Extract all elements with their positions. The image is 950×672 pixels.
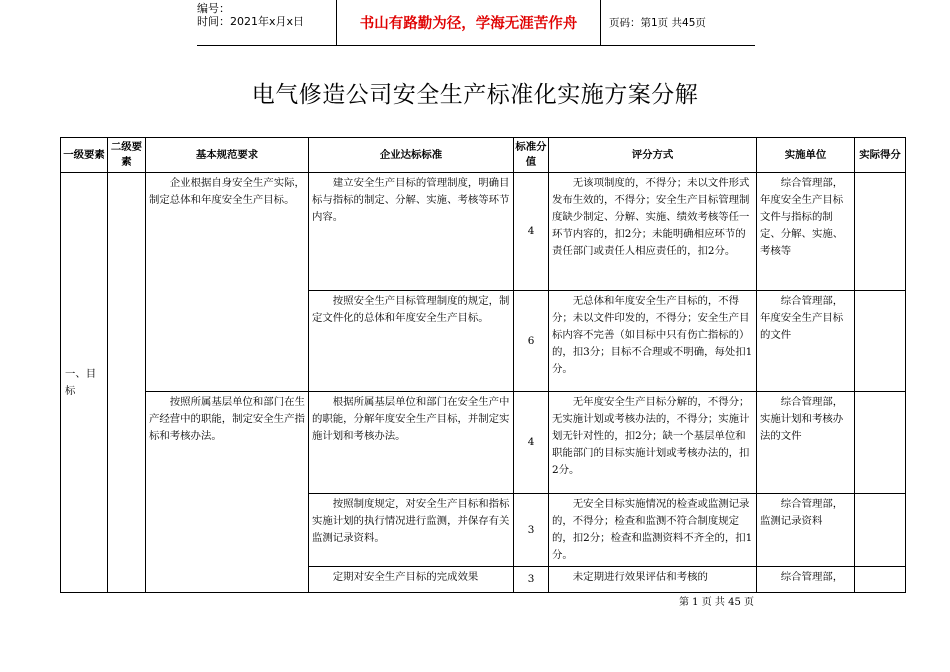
table-header-row: [61, 138, 906, 173]
table-row: [61, 173, 906, 291]
time-label: 时间：2021年x月x日: [197, 15, 305, 28]
standard-cell: 建立安全生产目标的管理制度，明确目标与指标的制定、分解、实施、考核等环节内容。: [309, 173, 514, 291]
score-cell: 3: [514, 494, 549, 567]
method-cell: 无该项制度的，不得分；未以文件形式发布生效的，不得分；安全生产目标管理制度缺少制定、分解、实施、绩效考核等任一环节内容的，扣2分；未能明确相应环节的责任部门或责任人相应责任的，扣2分。: [549, 173, 757, 291]
col-header-level1: 一级要素: [61, 138, 108, 173]
document-header: [197, 0, 755, 46]
number-label: 编号：: [197, 2, 230, 15]
actual-score-cell: [855, 173, 906, 291]
col-header-actual: 实际得分: [855, 138, 906, 173]
standard-cell: 定期对安全生产目标的完成效果: [309, 567, 514, 593]
method-cell: 无总体和年度安全生产目标的，不得分；未以文件印发的，不得分；安全生产目标内容不完善（如目标中只有伤亡指标的）的，扣3分；目标不合理或不明确，每处扣1分。: [549, 291, 757, 392]
page-title: 电气修造公司安全生产标准化实施方案分解: [251, 82, 699, 108]
actual-score-cell: [855, 291, 906, 392]
requirement-cell: 按照所属基层单位和部门在生产经营中的职能，制定安全生产指标和考核办法。: [146, 392, 309, 593]
col-header-score: 标准分值: [514, 138, 549, 173]
col-header-level2: 二级要素: [108, 138, 146, 173]
unit-cell: 综合管理部，实施计划和考核办法的文件: [757, 392, 855, 494]
unit-cell: 综合管理部，年度安全生产目标文件与指标的制定、分解、实施、考核等: [757, 173, 855, 291]
method-cell: 无年度安全生产目标分解的，不得分；无实施计划或考核办法的，不得分；实施计划无针对性的，扣2分；缺一个基层单位和职能部门的目标实施计划或考核办法的，扣2分。: [549, 392, 757, 494]
actual-score-cell: [855, 494, 906, 567]
standard-cell: 根据所属基层单位和部门在安全生产中的职能，分解年度安全生产目标，并制定实施计划和考核办法。: [309, 392, 514, 494]
motto: 书山有路勤为径，学海无涯苦作舟: [337, 0, 601, 46]
requirement-cell: 企业根据自身安全生产实际，制定总体和年度安全生产目标。: [146, 173, 309, 392]
header-meta: [197, 0, 337, 46]
table-row: [61, 392, 906, 494]
unit-cell: 综合管理部，监测记录资料: [757, 494, 855, 567]
actual-score-cell: [855, 392, 906, 494]
page-info: 页码：第1页 共45页: [601, 0, 755, 46]
method-cell: 无安全目标实施情况的检查或监测记录的，不得分；检查和监测不符合制度规定的，扣2分；检查和监测资料不齐全的，扣1分。: [549, 494, 757, 567]
score-cell: 4: [514, 173, 549, 291]
col-header-method: 评分方式: [549, 138, 757, 173]
unit-cell: 综合管理部，: [757, 567, 855, 593]
col-header-standard: 企业达标标准: [309, 138, 514, 173]
page-footer: 第 1 页 共 45 页: [679, 597, 754, 608]
actual-score-cell: [855, 567, 906, 593]
level2-cell: [108, 173, 146, 593]
score-cell: 4: [514, 392, 549, 494]
score-cell: 6: [514, 291, 549, 392]
level1-cell: 一、目标: [61, 173, 108, 593]
col-header-requirement: 基本规范要求: [146, 138, 309, 173]
standard-cell: 按照制度规定，对安全生产目标和指标实施计划的执行情况进行监测，并保存有关监测记录资料。: [309, 494, 514, 567]
standards-table: [60, 137, 906, 593]
score-cell: 3: [514, 567, 549, 593]
col-header-unit: 实施单位: [757, 138, 855, 173]
method-cell: 未定期进行效果评估和考核的: [549, 567, 757, 593]
unit-cell: 综合管理部，年度安全生产目标的文件: [757, 291, 855, 392]
standard-cell: 按照安全生产目标管理制度的规定，制定文件化的总体和年度安全生产目标。: [309, 291, 514, 392]
